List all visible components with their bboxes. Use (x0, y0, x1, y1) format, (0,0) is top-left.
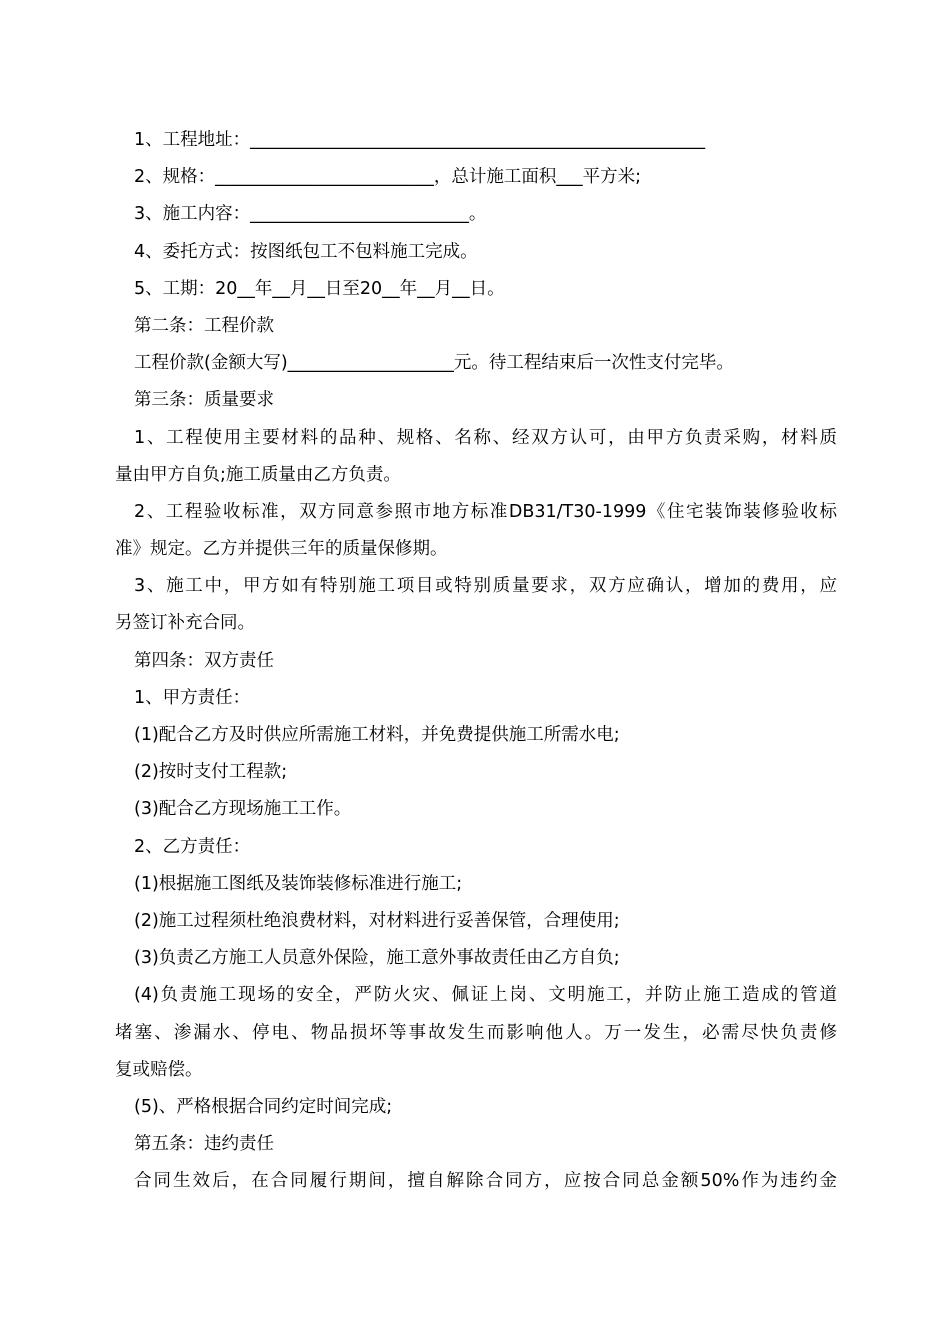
section-heading-responsibilities: 第四条：双方责任 (134, 650, 274, 671)
party-b-item-2: (2)施工过程须杜绝浪费材料，对材料进行妥善保管，合理使用; (134, 910, 620, 931)
party-b-item-4 (115, 977, 837, 1089)
project-price-line: 工程价款(金额大写)___________________元。待工程结束后一次性支付完毕。 (134, 353, 734, 374)
quality-clause-2 (115, 494, 837, 568)
section-heading-price: 第二条：工程价款 (134, 315, 274, 336)
party-b-item-3: (3)负责乙方施工人员意外保险，施工意外事故责任由乙方自负; (134, 948, 620, 969)
party-b-item-1: (1)根据施工图纸及装饰装修标准进行施工; (134, 873, 463, 894)
construction-content-line: 3、施工内容：_________________________。 (134, 204, 487, 225)
party-a-item-3: (3)配合乙方现场施工工作。 (134, 799, 352, 820)
quality-clause-1 (115, 420, 837, 494)
section-heading-quality: 第三条：质量要求 (134, 390, 274, 411)
party-a-heading: 1、甲方责任： (134, 687, 251, 708)
party-b-item-4-row-2: 堵塞、渗漏水、停电、物品损坏等事故发生而影响他人。万一发生，必需尽快负责修 (115, 1022, 837, 1043)
breach-clause (115, 1163, 837, 1200)
schedule-line: 5、工期：20__年__月__日至20__年__月__日。 (134, 278, 505, 299)
quality-clause-1-row-2: 量由甲方自负;施工质量由乙方负责。 (115, 464, 401, 485)
party-b-item-4-row-1: (4)负责施工现场的安全，严防火灾、佩证上岗、文明施工，并防止施工造成的管道 (134, 985, 837, 1006)
breach-clause-row-1: 合同生效后，在合同履行期间，擅自解除合同方，应按合同总金额50%作为违约金 (134, 1171, 837, 1192)
quality-clause-2-row-2: 准》规定。乙方并提供三年的质量保修期。 (115, 539, 448, 560)
quality-clause-3-row-2: 另签订补充合同。 (115, 613, 255, 634)
commission-method-line: 4、委托方式：按图纸包工不包料施工完成。 (134, 241, 478, 262)
quality-clause-3-row-1: 3、施工中，甲方如有特别施工项目或特别质量要求，双方应确认，增加的费用，应 (134, 576, 837, 597)
section-heading-breach: 第五条：违约责任 (134, 1134, 274, 1155)
party-b-heading: 2、乙方责任： (134, 836, 251, 857)
quality-clause-3 (115, 568, 837, 642)
project-address-line: 1、工程地址：____________________________________________________ (134, 130, 706, 150)
quality-clause-2-row-1: 2、工程验收标准，双方同意参照市地方标准DB31/T30-1999《住宅装饰装修验收标 (134, 501, 837, 522)
document-body (115, 122, 837, 1200)
spec-line: 2、规格：_________________________，总计施工面积___平方米; (134, 167, 642, 188)
quality-clause-1-row-1: 1、工程使用主要材料的品种、规格、名称、经双方认可，由甲方负责采购，材料质 (134, 427, 837, 448)
party-a-item-2: (2)按时支付工程款; (134, 762, 288, 783)
party-b-item-5: (5)、严格根据合同约定时间完成; (134, 1096, 393, 1117)
party-a-item-1: (1)配合乙方及时供应所需施工材料，并免费提供施工所需水电; (134, 725, 620, 745)
party-b-item-4-row-3: 复或赔偿。 (115, 1059, 203, 1080)
